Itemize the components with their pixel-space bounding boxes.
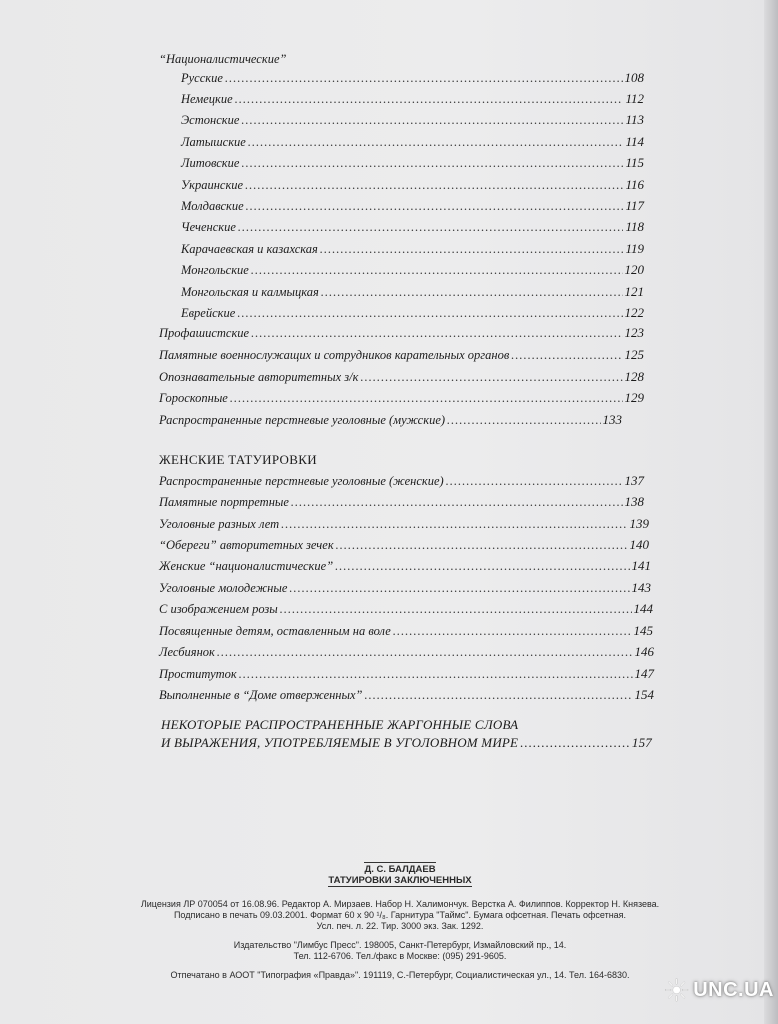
toc-entry: Еврейские ..... 122 bbox=[181, 305, 644, 321]
toc-entry: Русские ..... 108 bbox=[181, 70, 644, 86]
toc-entry: Литовские ..... 115 bbox=[181, 155, 644, 171]
colophon-print: Подписано в печать 09.03.2001. Формат 60 х 90 ¹/₈. Гарнитура "Таймс". Бумага офсетная. Печать офсетная. bbox=[173, 910, 627, 920]
toc-entry: Монгольская и калмыцкая ..... 121 bbox=[181, 284, 644, 300]
toc-entry: “Обереги” авторитетных зечек ..... 140 bbox=[159, 537, 649, 553]
jargon-line-1: НЕКОТОРЫЕ РАСПРОСТРАНЕННЫЕ ЖАРГОННЫЕ СЛОВА bbox=[161, 717, 519, 732]
section-heading-nationalist: “Националистические” bbox=[159, 52, 287, 66]
toc-entry: Проституток ..... 147 bbox=[159, 666, 654, 682]
toc-entry: Карачаевская и казахская ..... 119 bbox=[181, 241, 644, 257]
toc-entry: Памятные портретные ..... 138 bbox=[159, 494, 644, 510]
toc-entry: Женские “националистические” ..... 141 bbox=[159, 558, 651, 574]
sun-burst-icon bbox=[664, 973, 689, 1007]
toc-entry: Латышские ..... 114 bbox=[181, 134, 644, 150]
toc-entry-jargon bbox=[161, 716, 652, 752]
colophon-publisher: Издательство "Лимбус Пресс". 198005, Санкт-Петербург, Измайловский пр., 14. bbox=[233, 940, 567, 950]
colophon-printer: Отпечатано в АООТ "Типография «Правда»". 191119, С.-Петербург, Социалистическая ул., 14. Тел. 164-6830. bbox=[170, 970, 630, 980]
toc-entry: Распространенные перстневые уголовные (женские) ..... 137 bbox=[159, 473, 644, 489]
section-heading-women: ЖЕНСКИЕ ТАТУИРОВКИ bbox=[159, 452, 317, 467]
page-edge bbox=[764, 0, 778, 1024]
toc-entry: Памятные военнослужащих и сотрудников карательных органов ..... 125 bbox=[159, 347, 644, 363]
toc-entry: Гороскопные ..... 129 bbox=[159, 390, 644, 406]
toc-entry: С изображением розы ..... 144 bbox=[159, 601, 653, 617]
colophon-license: Лицензия ЛР 070054 от 16.08.96. Редактор А. Мирзаев. Набор Н. Халимончук. Верстка А. Филиппов. Корректор Н. Князева. bbox=[140, 899, 660, 909]
toc-entry: Немецкие ..... 112 bbox=[181, 91, 644, 107]
toc-entry: Выполненные в “Доме отверженных” ..... 154 bbox=[159, 687, 654, 703]
toc-entry: Уголовные молодежные ..... 143 bbox=[159, 580, 651, 596]
watermark bbox=[664, 968, 774, 1012]
colophon-phone: Тел. 112-6706. Тел./факс в Москве: (095) 291-9605. bbox=[293, 951, 507, 961]
toc-entry: Чеченские ..... 118 bbox=[181, 219, 644, 235]
toc-entry: Эстонские ..... 113 bbox=[181, 112, 644, 128]
toc-entry: Монгольские ..... 120 bbox=[181, 262, 644, 278]
toc-entry: Украинские ..... 116 bbox=[181, 177, 644, 193]
jargon-page: 157 bbox=[631, 735, 652, 750]
colophon-book-title: ТАТУИРОВКИ ЗАКЛЮЧЕННЫХ bbox=[328, 875, 472, 886]
colophon-volume: Усл. печ. л. 22. Тир. 3000 экз. Зак. 1292. bbox=[316, 921, 484, 931]
toc-entry: Распространенные перстневые уголовные (мужские) ..... 133 bbox=[159, 412, 622, 428]
colophon-author: Д. С. БАЛДАЕВ bbox=[364, 864, 436, 875]
toc-entry: Опознавательные авторитетных з/к ..... 128 bbox=[159, 369, 644, 385]
toc-entry: Профашистские ..... 123 bbox=[159, 325, 644, 341]
jargon-line-2: И ВЫРАЖЕНИЯ, УПОТРЕБЛЯЕМЫЕ В УГОЛОВНОМ МИРЕ ..... 157 bbox=[161, 734, 652, 752]
watermark-text: UNC.UA bbox=[693, 978, 774, 1001]
toc-entry: Молдавские ..... 117 bbox=[181, 198, 644, 214]
toc-entry: Лесбиянок ..... 146 bbox=[159, 644, 654, 660]
colophon bbox=[140, 862, 660, 989]
toc-entry: Уголовные разных лет ..... 139 bbox=[159, 516, 649, 532]
toc-entry: Посвященные детям, оставленным на воле ..... 145 bbox=[159, 623, 653, 639]
